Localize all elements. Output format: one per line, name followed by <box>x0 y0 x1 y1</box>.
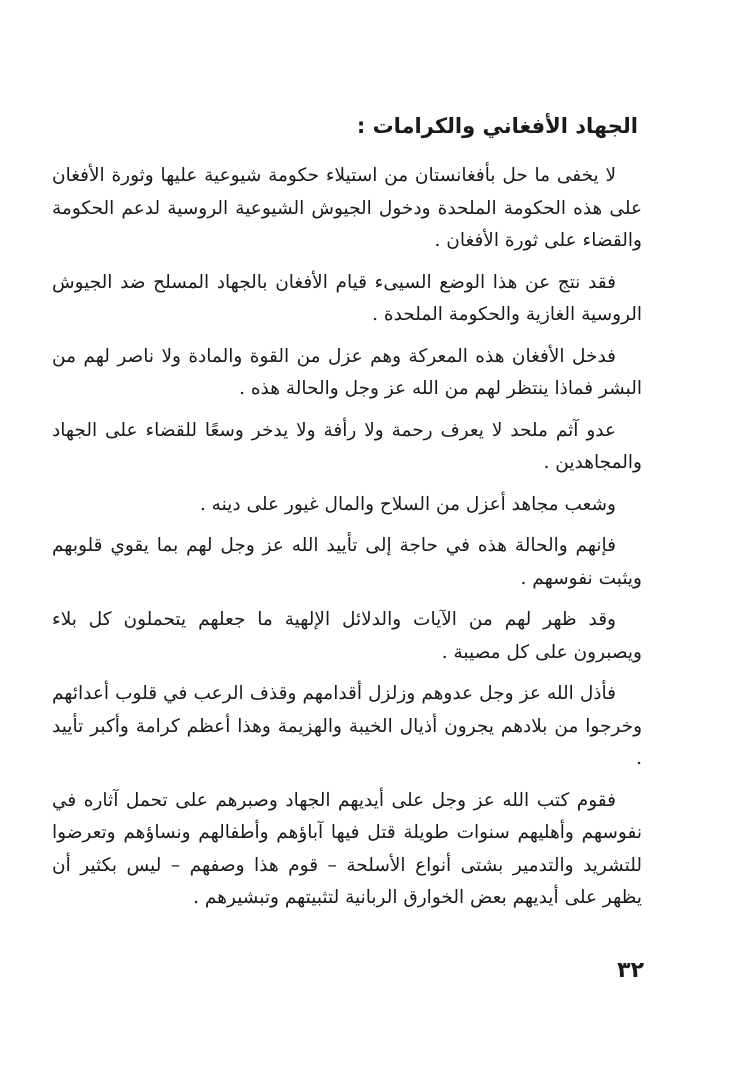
paragraph-text: لا يخفى ما حل بأفغانستان من استيلاء حكومة شيوعية عليها وثورة الأفغان على هذه الحكومة الملحدة ودخول الجيوش الشيوعية الروسية لدعم الحكومة والقضاء على ثورة الأفغان . <box>52 165 642 251</box>
section-heading: الجهاد الأفغاني والكرامات : <box>356 114 638 138</box>
paragraph-9 <box>52 785 642 915</box>
paragraph-text: فقوم كتب الله عز وجل على أيديهم الجهاد وصبرهم على تحمل آثاره في نفوسهم وأهليهم سنوات طويلة قتل فيها آباؤهم وأطفالهم ونساؤهم وتعرضوا للتشريد والتدمير بشتى أنواع الأسلحة – قوم هذا وصفهم – ليس بكثير أن يظهر على أيديهم بعض الخوارق الربانية لتثبيتهم وتبشيرهم . <box>52 789 642 908</box>
paragraph-6 <box>52 530 642 595</box>
paragraph-5 <box>52 489 642 522</box>
paragraph-text: فإنهم والحالة هذه في حاجة إلى تأييد الله عز وجل لهم بما يقوي قلوبهم ويثبت نفوسهم . <box>52 535 642 589</box>
paragraph-text: فقد نتج عن هذا الوضع السيىء قيام الأفغان بالجهاد المسلح ضد الجيوش الروسية الغازية والحكومة الملحدة . <box>52 271 642 325</box>
paragraph-4 <box>52 415 642 480</box>
paragraph-1 <box>52 160 642 258</box>
paragraph-7 <box>52 604 642 669</box>
paragraph-2 <box>52 267 642 332</box>
paragraph-text: فدخل الأفغان هذه المعركة وهم عزل من القوة والمادة ولا ناصر لهم من البشر فماذا ينتظر لهم من الله عز وجل والحالة هذه . <box>52 345 642 399</box>
paragraph-text: عدو آثم ملحد لا يعرف رحمة ولا رأفة ولا يدخر وسعًا للقضاء على الجهاد والمجاهدين . <box>52 419 642 473</box>
paragraph-8 <box>52 678 642 776</box>
paragraph-3 <box>52 341 642 406</box>
paragraph-text: وشعب مجاهد أعزل من السلاح والمال غيور على دينه . <box>199 493 616 515</box>
page-body <box>52 108 642 924</box>
page-number: ٣٢ <box>617 958 644 983</box>
paragraph-text: وقد ظهر لهم من الآيات والدلائل الإلهية ما جعلهم يتحملون كل بلاء ويصبرون على كل مصيبة . <box>52 609 642 663</box>
paragraph-text: فأذل الله عز وجل عدوهم وزلزل أقدامهم وقذف الرعب في قلوب أعدائهم وخرجوا من بلادهم يجرون أذيال الخيبة والهزيمة وهذا أعظم كرامة وأكبر تأييد . <box>52 683 642 769</box>
